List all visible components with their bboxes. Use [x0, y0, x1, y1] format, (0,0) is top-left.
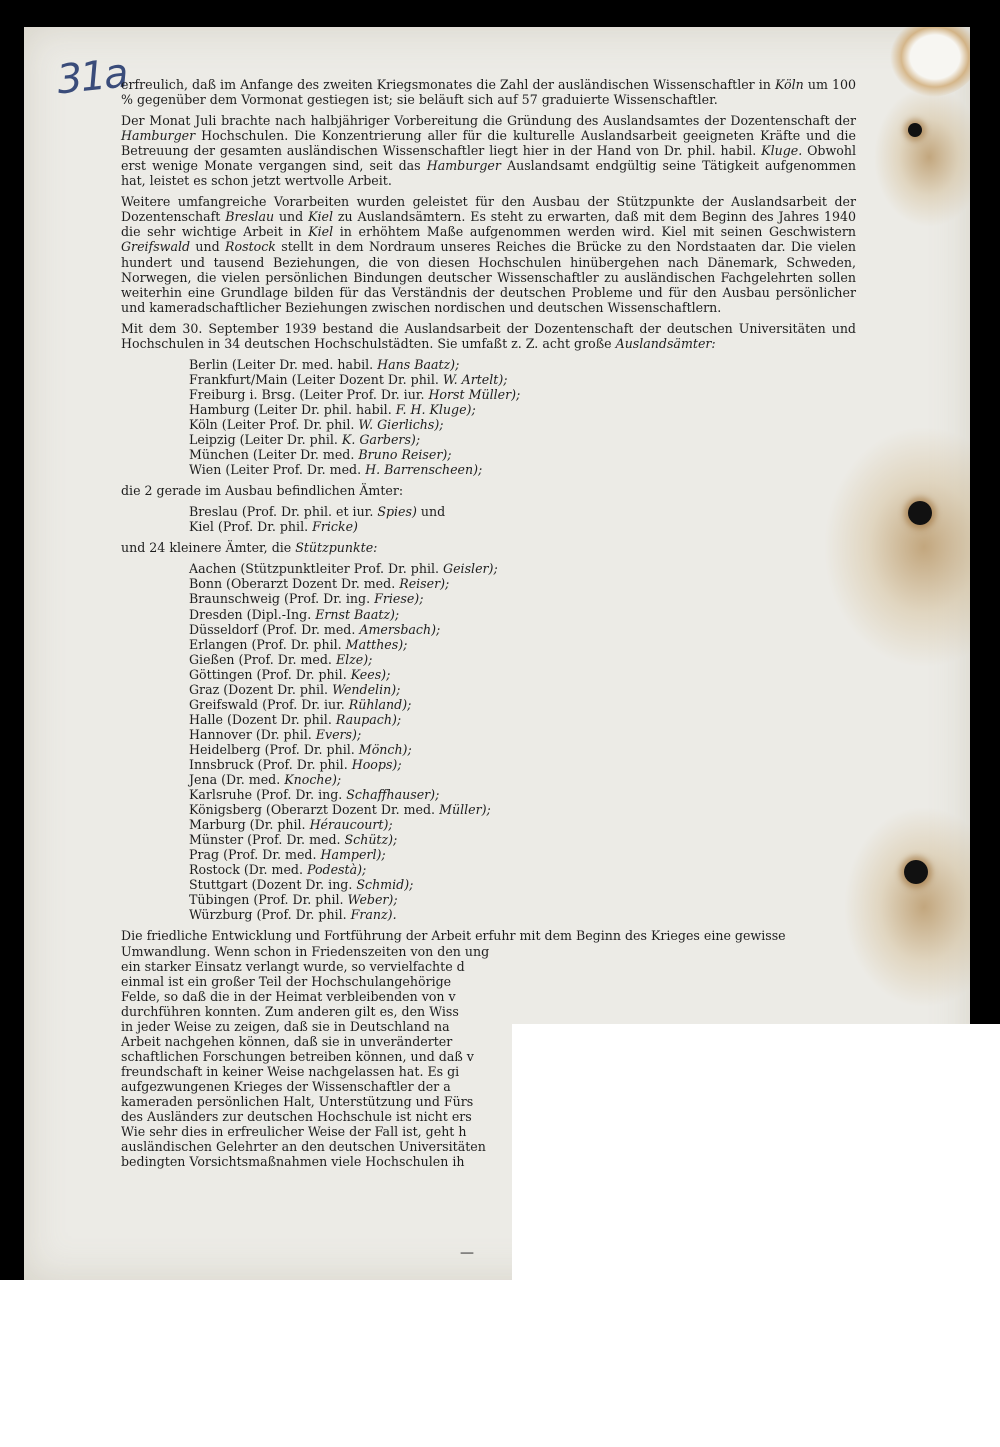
emphasis: Auslandsämter: — [615, 335, 716, 351]
text: in erhöhtem Maße aufgenommen werden wird. Kiel mit seinen Geschwistern — [333, 224, 856, 240]
list-item: Heidelberg (Prof. Dr. phil. Mönch); — [189, 741, 412, 757]
text: erfreulich, daß im Anfange des zweiten Kriegsmonates die Zahl der ausländischen Wissenschaftler in — [121, 77, 775, 92]
list-item: Göttingen (Prof. Dr. phil. Kees); — [189, 666, 391, 682]
blank-overlay — [512, 1024, 1000, 1447]
paragraph — [121, 77, 856, 107]
list-item: Greifswald (Prof. Dr. iur. Rühland); — [189, 696, 412, 712]
list-item: Königsberg (Oberarzt Dozent Dr. med. Müller); — [189, 802, 491, 818]
ausbau-aemter-list — [189, 504, 856, 534]
list-item: München (Leiter Dr. med. Bruno Reiser); — [189, 447, 452, 463]
list-item: Karlsruhe (Prof. Dr. ing. Schaffhauser); — [189, 787, 440, 803]
text: Mit dem 30. September 1939 bestand die Auslandsarbeit der Dozentenschaft der deutschen Universitäten und Hochschulen in 34 deutschen Hochschulstädten. Sie umfaßt z. Z. acht große — [121, 320, 856, 351]
text: Die friedliche Entwicklung und Fortführung der Arbeit erfuhr mit dem Beginn des Krieges eine gewisse Umwandlung. Wenn schon in Friedenszeiten von den ung — [121, 928, 786, 959]
stuetzpunkte-list — [189, 561, 856, 922]
list-item: Köln (Leiter Prof. Dr. phil. W. Gierlichs); — [189, 416, 444, 432]
list-item: Würzburg (Prof. Dr. phil. Franz). — [189, 907, 397, 923]
list-item: Wien (Leiter Prof. Dr. med. H. Barrenscheen); — [189, 462, 483, 478]
text: Obwohl erst wenige Monate vergangen sind, seit das — [121, 143, 856, 174]
emphasis: Kiel — [308, 209, 334, 225]
burn-stain — [874, 87, 970, 227]
list-item: Aachen (Stützpunktleiter Prof. Dr. phil. Geisler); — [189, 561, 498, 577]
list-item: Graz (Dozent Dr. phil. Wendelin); — [189, 681, 401, 697]
emphasis: Rostock — [225, 239, 276, 255]
paragraph — [121, 483, 856, 498]
list-item: Kiel (Prof. Dr. phil. Fricke) — [189, 519, 358, 535]
list-item: Tübingen (Prof. Dr. phil. Weber); — [189, 892, 398, 908]
list-item: Hamburg (Leiter Dr. phil. habil. F. H. Kluge); — [189, 401, 476, 417]
paragraph — [121, 194, 856, 314]
text: um 100 % gegenüber dem Vormonat gestiegen ist; sie beläuft sich auf 57 graduierte Wissenschaftler. — [121, 77, 856, 108]
emphasis: Kiel — [308, 224, 334, 240]
page-number: — — [460, 1245, 474, 1261]
punch-hole — [908, 123, 922, 137]
paragraph — [121, 321, 856, 351]
list-item: Düsseldorf (Prof. Dr. med. Amersbach); — [189, 621, 441, 637]
list-item: Innsbruck (Prof. Dr. phil. Hoops); — [189, 756, 402, 772]
emphasis: Stützpunkte: — [295, 540, 378, 556]
list-item: Gießen (Prof. Dr. med. Elze); — [189, 651, 373, 667]
list-item: Freiburg i. Brsg. (Leiter Prof. Dr. iur. Horst Müller); — [189, 386, 521, 402]
list-item: Braunschweig (Prof. Dr. ing. Friese); — [189, 591, 424, 607]
list-item: Bonn (Oberarzt Dozent Dr. med. Reiser); — [189, 576, 450, 592]
paragraph-partially-covered: Die friedliche Entwicklung und Fortführung der Arbeit erfuhr mit dem Beginn des Krieges eine gewisse Umwandlung. Wenn schon in Friedenszeiten von den ung ein starker Einsatz verlangt wurde, so vervielfachte d einmal ist ein großer Teil der Hochschulangehörige Felde, so daß die in der Heimat verbleibenden von v durchführen konnten. Zum anderen gilt es, den Wiss in jeder Weise zu zeigen, daß sie in Deutschland na Arbeit nachgehen können, daß sie in unveränderter schaftlichen Forschungen betreiben können, und daß v freundschaft in keiner Weise nachgelassen hat. Es gi aufgezwungenen Krieges der Wissenschaftler der a kameraden persönlichen Halt, Unterstützung und Fürs des Ausländers zur deutschen Hochschule ist nicht ers Wie sehr dies in erfreulicher Weise der Fall ist, geht h ausländischen Gelehrter an den deutschen Universitäten bedingten Vorsichtsmaßnahmen viele Hochschulen ih — [121, 928, 786, 1170]
punch-hole — [904, 860, 928, 884]
text: und 24 kleinere Ämter, die — [121, 540, 296, 556]
text: zu Auslandsämtern. Es steht zu erwarten, daß mit dem Beginn des Jahres 1940 die sehr wichtige Arbeit in — [121, 209, 856, 240]
list-item: Stuttgart (Dozent Dr. ing. Schmid); — [189, 877, 414, 893]
text: die 2 gerade im Ausbau befindlichen Ämter: — [121, 483, 404, 499]
list-item: Marburg (Dr. phil. Héraucourt); — [189, 817, 393, 833]
list-item: Frankfurt/Main (Leiter Dozent Dr. phil. W. Artelt); — [189, 371, 508, 387]
emphasis: Hamburger — [426, 158, 501, 174]
folio-number: 31a — [54, 50, 129, 104]
list-item: Dresden (Dipl.-Ing. Ernst Baatz); — [189, 606, 400, 622]
emphasis: Hamburger — [121, 128, 196, 144]
paragraph — [121, 540, 856, 555]
punch-hole — [908, 501, 932, 525]
list-item: Hannover (Dr. phil. Evers); — [189, 726, 362, 742]
document-body — [121, 77, 856, 1175]
blank-bottom — [0, 1280, 512, 1447]
list-item: Prag (Prof. Dr. med. Hamperl); — [189, 847, 386, 863]
text: und — [190, 239, 226, 255]
text: und — [274, 209, 309, 225]
text: Weitere umfangreiche Vorarbeiten wurden geleistet für den Ausbau der Stützpunkte der Auslandsarbeit der Dozentenschaft — [121, 194, 856, 225]
paragraph — [121, 113, 856, 188]
list-item: Erlangen (Prof. Dr. phil. Matthes); — [189, 636, 408, 652]
emphasis: Greifswald — [121, 239, 191, 255]
list-item: Breslau (Prof. Dr. phil. et iur. Spies) und — [189, 504, 446, 520]
emphasis: Breslau — [225, 209, 275, 225]
list-item: Berlin (Leiter Dr. med. habil. Hans Baatz); — [189, 356, 460, 372]
text: Der Monat Juli brachte nach halbjähriger Vorbereitung die Gründung des Auslandsamtes der Dozentenschaft der — [121, 113, 856, 129]
text: Auslandsamt endgültig seine Tätigkeit aufgenommen hat, leistet es schon jetzt wertvolle Arbeit. — [121, 158, 856, 189]
list-item: Jena (Dr. med. Knoche); — [189, 772, 342, 788]
list-item: Halle (Dozent Dr. phil. Raupach); — [189, 711, 402, 727]
burn-stain — [844, 807, 970, 1007]
emphasis: Köln — [774, 77, 804, 92]
list-item: Münster (Prof. Dr. med. Schütz); — [189, 832, 398, 848]
text: Hochschulen. Die Konzentrierung aller für die kulturelle Auslandsarbeit geeigneten Kräfte und die Betreuung der gesamten ausländischen Wissenschaftler liegt hier in der Hand von Dr. phil. habil. — [121, 128, 856, 159]
text: stellt in dem Nordraum unseres Reiches die Brücke zu den Nordstaaten dar. Die vielen hundert und tausend Beziehungen, die von diesen Hochschulen hinübergehen nach Dänemark, Schweden, Norwegen, die vielen persönlichen Bindungen deutscher Wissenschaftler zu ausländischen Fachgelehrten sollen weiterhin eine Grundlage bilden für das Verständnis der deutschen Probleme und für den Ausbau persönlicher und kameradschaftlicher Beziehungen zwischen nordischen und deutschen Wissenschaftlern. — [121, 239, 856, 315]
auslandsaemter-list — [189, 357, 856, 477]
list-item: Rostock (Dr. med. Podestà); — [189, 862, 367, 878]
emphasis: Kluge. — [761, 143, 803, 159]
list-item: Leipzig (Leiter Dr. phil. K. Garbers); — [189, 432, 421, 448]
